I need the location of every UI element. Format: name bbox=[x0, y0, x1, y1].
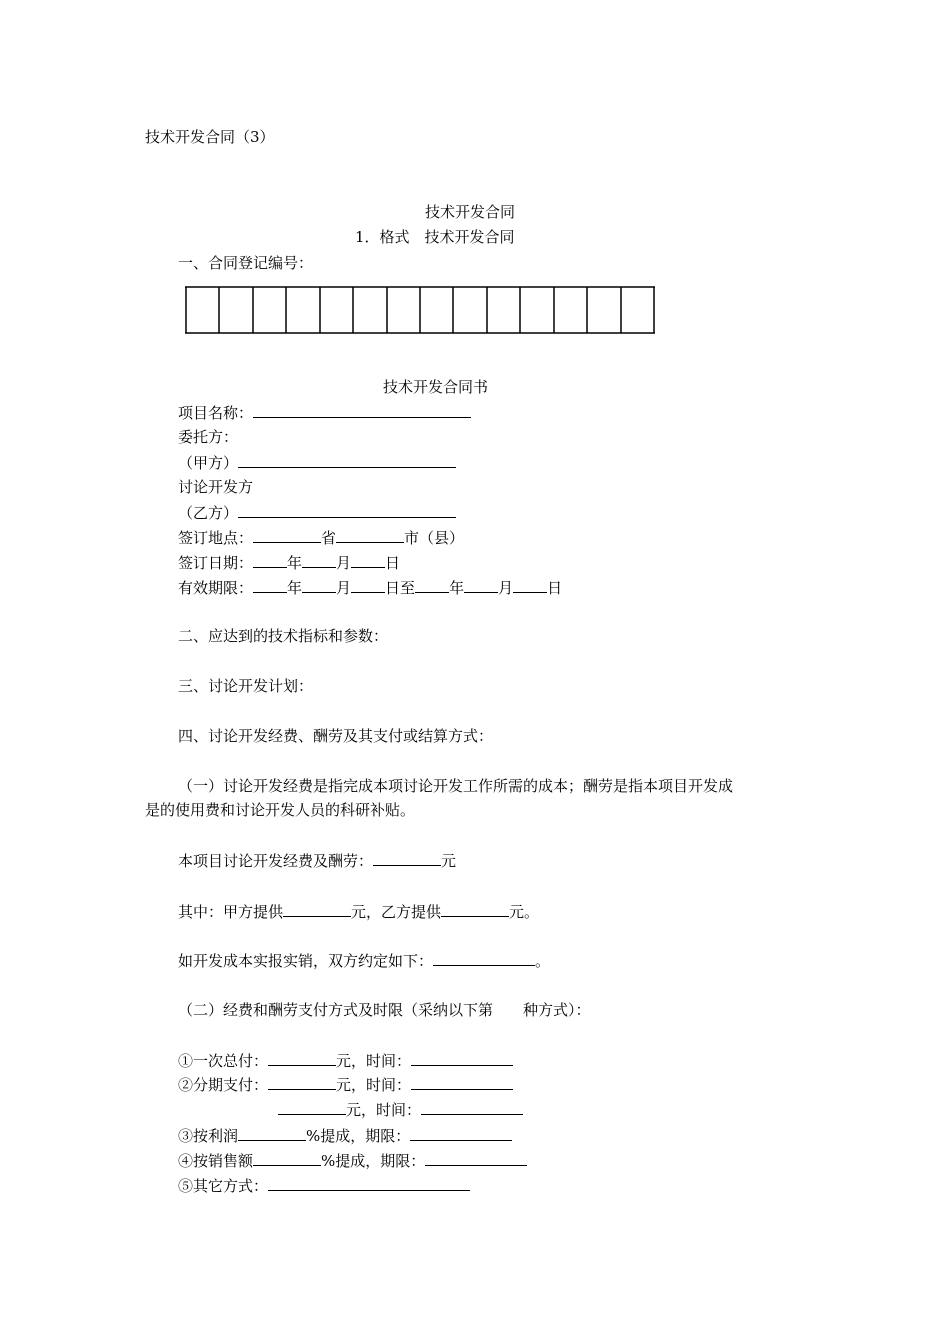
pay-other-label: ⑤其它方式： bbox=[178, 1177, 269, 1195]
funding-row bbox=[178, 851, 456, 870]
yuan-time-label: 元，时间： bbox=[346, 1101, 422, 1119]
installment-amount-2-blank[interactable] bbox=[278, 1100, 346, 1115]
document-title: 技术开发合同（3） bbox=[145, 128, 275, 146]
day-label: 日 bbox=[547, 579, 563, 597]
start-year-blank[interactable] bbox=[253, 578, 287, 593]
city-blank[interactable] bbox=[336, 528, 404, 543]
sign-year-blank[interactable] bbox=[253, 553, 287, 568]
contract-book-title: 技术开发合同书 bbox=[383, 378, 489, 396]
pay-other-row bbox=[178, 1176, 470, 1195]
yuan-comma-label: 元，乙方提供 bbox=[351, 903, 442, 921]
sign-date-row bbox=[178, 553, 400, 572]
month-label: 月 bbox=[336, 554, 352, 572]
city-label: 市（县） bbox=[404, 529, 465, 547]
section-1-title: 一、合同登记编号： bbox=[178, 254, 314, 272]
project-name-row bbox=[178, 403, 471, 422]
heading: 技术开发合同 bbox=[425, 203, 516, 221]
pct-term-label: %提成，期限： bbox=[321, 1152, 426, 1170]
pct-term-label: %提成，期限： bbox=[306, 1127, 411, 1145]
end-year-blank[interactable] bbox=[415, 578, 449, 593]
subheading: 1．格式 技术开发合同 bbox=[355, 228, 515, 246]
province-label: 省 bbox=[321, 529, 337, 547]
pay-once-time-blank[interactable] bbox=[411, 1051, 513, 1066]
end-month-blank[interactable] bbox=[464, 578, 498, 593]
paragraph-1-line-1: （一）讨论开发经费是指完成本项讨论开发工作所需的成本；酬劳是指本项目开发成 bbox=[178, 777, 734, 795]
yuan-period-label: 元。 bbox=[509, 903, 540, 921]
pay-installment-row bbox=[178, 1075, 513, 1094]
pay-sales-label: ④按销售额 bbox=[178, 1152, 254, 1170]
yuan-label: 元 bbox=[441, 852, 457, 870]
profit-pct-blank[interactable] bbox=[238, 1126, 306, 1141]
developer-row: 讨论开发方 bbox=[178, 478, 254, 496]
actual-cost-label: 如开发成本实报实销，双方约定如下： bbox=[178, 952, 434, 970]
installment-time-1-blank[interactable] bbox=[411, 1075, 513, 1090]
party-a-row bbox=[178, 453, 456, 472]
section-2-title: 二、应达到的技术指标和参数： bbox=[178, 627, 389, 645]
yuan-time-label: 元，时间： bbox=[336, 1052, 412, 1070]
month-label: 月 bbox=[336, 579, 352, 597]
paragraph-2: （二）经费和酬劳支付方式及时限（采纳以下第 种方式）： bbox=[178, 1001, 591, 1019]
sign-date-label: 签订日期： bbox=[178, 554, 254, 572]
party-b-row bbox=[178, 503, 456, 522]
sales-pct-blank[interactable] bbox=[253, 1151, 321, 1166]
client-row: 委托方： bbox=[178, 428, 239, 446]
sign-place-label: 签订地点： bbox=[178, 529, 254, 547]
installment-amount-1-blank[interactable] bbox=[268, 1075, 336, 1090]
registration-number-grid bbox=[185, 286, 655, 334]
province-blank[interactable] bbox=[253, 528, 321, 543]
end-day-blank[interactable] bbox=[513, 578, 547, 593]
funding-label: 本项目讨论开发经费及酬劳： bbox=[178, 852, 374, 870]
sign-place-row bbox=[178, 528, 464, 547]
sign-day-blank[interactable] bbox=[351, 553, 385, 568]
section-4-title: 四、讨论开发经费、酬劳及其支付或结算方式： bbox=[178, 727, 494, 745]
party-a-blank[interactable] bbox=[238, 453, 456, 468]
registration-grid-svg bbox=[185, 286, 655, 334]
pay-sales-row bbox=[178, 1151, 527, 1170]
funding-blank[interactable] bbox=[373, 851, 441, 866]
installment-time-2-blank[interactable] bbox=[421, 1100, 523, 1115]
project-name-label: 项目名称： bbox=[178, 404, 254, 422]
year-label: 年 bbox=[449, 579, 465, 597]
pay-once-amount-blank[interactable] bbox=[268, 1051, 336, 1066]
year-label: 年 bbox=[287, 579, 303, 597]
party-a-label: （甲方） bbox=[178, 454, 239, 472]
pay-installment-label: ②分期支付： bbox=[178, 1076, 269, 1094]
party-a-provide-blank[interactable] bbox=[283, 902, 351, 917]
sales-term-blank[interactable] bbox=[425, 1151, 527, 1166]
pay-once-label: ①一次总付： bbox=[178, 1052, 269, 1070]
pay-installment-row-2 bbox=[278, 1100, 523, 1119]
actual-cost-blank[interactable] bbox=[433, 951, 535, 966]
party-b-provide-blank[interactable] bbox=[441, 902, 509, 917]
project-name-blank[interactable] bbox=[253, 403, 471, 418]
party-b-label: （乙方） bbox=[178, 504, 239, 522]
pay-once-row bbox=[178, 1051, 513, 1070]
sign-month-blank[interactable] bbox=[302, 553, 336, 568]
month-label: 月 bbox=[498, 579, 514, 597]
party-b-blank[interactable] bbox=[238, 503, 456, 518]
pay-profit-label: ③按利润 bbox=[178, 1127, 239, 1145]
other-method-blank[interactable] bbox=[268, 1176, 470, 1191]
paragraph-1-line-2: 是的使用费和讨论开发人员的科研补贴。 bbox=[145, 801, 416, 819]
day-to-label: 日至 bbox=[385, 579, 416, 597]
year-label: 年 bbox=[287, 554, 303, 572]
validity-label: 有效期限： bbox=[178, 579, 254, 597]
pay-profit-row bbox=[178, 1126, 512, 1145]
validity-row bbox=[178, 578, 562, 597]
profit-term-blank[interactable] bbox=[410, 1126, 512, 1141]
day-label: 日 bbox=[385, 554, 401, 572]
period-label: 。 bbox=[535, 952, 551, 970]
yuan-time-label: 元，时间： bbox=[336, 1076, 412, 1094]
start-day-blank[interactable] bbox=[351, 578, 385, 593]
among-row bbox=[178, 902, 539, 921]
section-3-title: 三、讨论开发计划： bbox=[178, 677, 314, 695]
actual-cost-row bbox=[178, 951, 550, 970]
start-month-blank[interactable] bbox=[302, 578, 336, 593]
among-label: 其中：甲方提供 bbox=[178, 903, 284, 921]
